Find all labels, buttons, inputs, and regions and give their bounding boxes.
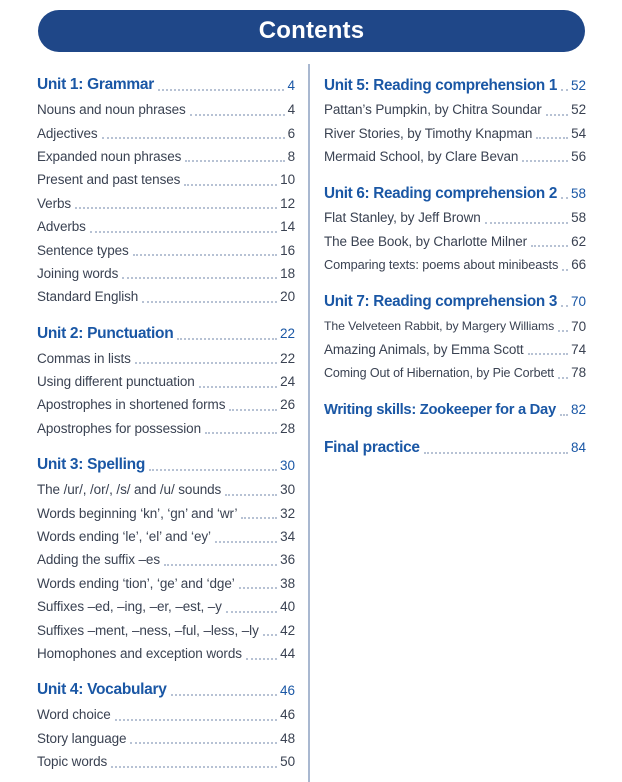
entry-label: Expanded noun phrases	[37, 148, 182, 164]
dot-leader	[558, 330, 568, 332]
page-number: 78	[571, 365, 586, 381]
page-number: 70	[571, 318, 586, 334]
toc-section-heading	[324, 180, 586, 206]
toc-entry	[37, 750, 295, 773]
page-number: 74	[571, 341, 586, 357]
page-number: 42	[280, 622, 295, 638]
toc-entry	[324, 338, 586, 361]
section-title: Unit 5: Reading comprehension 1	[324, 76, 558, 94]
entry-label: Story language	[37, 730, 127, 746]
toc-entry	[37, 262, 295, 285]
dot-leader	[561, 89, 568, 91]
toc-column-right	[324, 72, 586, 473]
entry-label: Apostrophes for possession	[37, 420, 201, 436]
entry-label: Coming Out of Hibernation, by Pie Corbett	[324, 365, 555, 380]
entry-label: The Bee Book, by Charlotte Milner	[324, 233, 528, 249]
dot-leader	[130, 742, 277, 744]
page-number: 38	[280, 575, 295, 591]
toc-section	[37, 321, 295, 441]
toc-section	[324, 397, 586, 423]
toc-entry	[37, 548, 295, 571]
page-number: 8	[287, 148, 295, 164]
page-number: 28	[280, 420, 295, 436]
page-number: 52	[570, 77, 586, 93]
dot-leader	[246, 658, 277, 660]
entry-label: River Stories, by Timothy Knapman	[324, 125, 533, 141]
dot-leader	[225, 494, 277, 496]
page-number: 52	[571, 102, 586, 118]
page-number: 34	[280, 529, 295, 545]
page-number: 54	[571, 125, 586, 141]
dot-leader	[184, 184, 277, 186]
page-number: 4	[287, 102, 295, 118]
toc-entry	[37, 618, 295, 641]
section-title: Unit 1: Grammar	[37, 76, 154, 93]
toc-section	[37, 72, 295, 309]
page-number: 82	[570, 402, 586, 418]
dot-leader	[177, 338, 277, 340]
dot-leader	[135, 362, 277, 364]
entry-label: The Velveteen Rabbit, by Margery Williams	[324, 319, 555, 334]
toc-entry	[324, 121, 586, 144]
toc-entry	[37, 572, 295, 595]
toc-entry	[37, 393, 295, 416]
toc-entry	[324, 206, 586, 229]
dot-leader	[171, 694, 277, 696]
toc-entry	[37, 285, 295, 308]
entry-label: Adverbs	[37, 219, 86, 235]
page-number: 22	[279, 326, 295, 342]
entry-label: Standard English	[37, 289, 139, 305]
dot-leader	[229, 409, 277, 411]
page-number: 26	[280, 397, 295, 413]
entry-label: Word choice	[37, 707, 111, 723]
toc-entry	[37, 370, 295, 393]
entry-label: Words beginning ‘kn’, ‘gn’ and ‘wr’	[37, 505, 238, 521]
dot-leader	[239, 587, 278, 589]
toc-entry	[37, 238, 295, 261]
toc-section-heading	[324, 397, 586, 423]
page-number: 16	[280, 242, 295, 258]
toc-section	[324, 72, 586, 168]
page-number: 84	[570, 440, 586, 456]
toc-entry	[37, 501, 295, 524]
toc-entry	[324, 230, 586, 253]
toc-entry	[324, 145, 586, 168]
section-title: Unit 7: Reading comprehension 3	[324, 292, 558, 310]
toc-section-heading	[37, 72, 295, 98]
section-title: Unit 2: Punctuation	[37, 324, 174, 342]
dot-leader	[485, 222, 569, 224]
entry-label: Homophones and exception words	[37, 646, 242, 661]
page-number: 30	[279, 457, 295, 473]
toc-entry	[324, 361, 586, 384]
section-title: Writing skills: Zookeeper for a Day	[324, 401, 556, 418]
page-number: 20	[280, 289, 295, 305]
page-number: 46	[280, 707, 295, 723]
toc-entry	[37, 145, 295, 168]
entry-label: Words ending ‘tion’, ‘ge’ and ‘dge’	[37, 575, 235, 591]
entry-label: Adding the suffix –es	[37, 552, 160, 568]
entry-label: Using different punctuation	[37, 374, 195, 390]
toc-section	[324, 180, 586, 276]
dot-leader	[536, 137, 568, 139]
page-number: 36	[280, 552, 295, 568]
dot-leader	[263, 634, 277, 636]
page-number: 56	[571, 148, 586, 164]
dot-leader	[111, 766, 277, 768]
toc-column-left	[37, 72, 295, 782]
page-number: 22	[280, 350, 295, 366]
page-title: Contents	[258, 17, 365, 44]
page-number: 46	[279, 682, 295, 698]
toc-section	[324, 435, 586, 461]
toc-section-heading	[324, 288, 586, 314]
dot-leader	[531, 245, 568, 247]
dot-leader	[158, 89, 285, 91]
entry-label: Amazing Animals, by Emma Scott	[324, 341, 524, 357]
dot-leader	[561, 197, 568, 199]
toc-entry	[37, 595, 295, 618]
column-divider	[308, 64, 310, 782]
dot-leader	[102, 137, 285, 139]
toc-section-heading	[37, 677, 295, 703]
dot-leader	[522, 160, 568, 162]
dot-leader	[546, 114, 569, 116]
toc-entry	[37, 478, 295, 501]
entry-label: Sentence types	[37, 242, 129, 258]
page-number: 58	[570, 185, 586, 201]
dot-leader	[115, 719, 277, 721]
page-number: 62	[571, 233, 586, 249]
toc-section-heading	[324, 72, 586, 98]
dot-leader	[142, 301, 277, 303]
entry-label: Pattan’s Pumpkin, by Chitra Soundar	[324, 102, 542, 118]
entry-label: Words ending ‘le’, ‘el’ and ‘ey’	[37, 529, 211, 545]
toc-entry	[37, 703, 295, 726]
entry-label: Adjectives	[37, 125, 98, 141]
toc-section-heading	[37, 321, 295, 347]
page-number: 12	[280, 195, 295, 211]
toc-section	[37, 452, 295, 665]
toc-section	[37, 677, 295, 773]
toc-entry	[37, 98, 295, 121]
entry-label: Apostrophes in shortened forms	[37, 397, 226, 413]
toc-entry	[37, 525, 295, 548]
dot-leader	[185, 160, 284, 162]
toc-entry	[324, 314, 586, 337]
section-title: Unit 4: Vocabulary	[37, 681, 167, 699]
dot-leader	[215, 541, 277, 543]
dot-leader	[199, 386, 278, 388]
page-number: 18	[280, 265, 295, 281]
dot-leader	[90, 231, 277, 233]
toc-entry	[37, 215, 295, 238]
toc-section	[324, 288, 586, 384]
dot-leader	[164, 564, 277, 566]
page-number: 48	[280, 730, 295, 746]
section-title: Unit 6: Reading comprehension 2	[324, 184, 558, 202]
dot-leader	[75, 207, 277, 209]
dot-leader	[528, 353, 569, 355]
dot-leader	[149, 469, 277, 471]
page-number: 10	[280, 172, 295, 188]
dot-leader	[560, 414, 568, 416]
entry-label: Joining words	[37, 265, 119, 281]
dot-leader	[226, 611, 277, 613]
dot-leader	[133, 254, 278, 256]
dot-leader	[241, 517, 277, 519]
entry-label: Suffixes –ed, –ing, –er, –est, –y	[37, 599, 222, 615]
page-number: 30	[280, 482, 295, 498]
entry-label: Commas in lists	[37, 350, 131, 366]
toc-entry	[37, 121, 295, 144]
toc-entry	[37, 417, 295, 440]
dot-leader	[561, 305, 568, 307]
page-number: 50	[280, 754, 295, 770]
toc-section-heading	[37, 452, 295, 478]
dot-leader	[558, 377, 568, 379]
page-header-banner	[38, 10, 585, 52]
page-number: 14	[280, 219, 295, 235]
section-title: Unit 3: Spelling	[37, 456, 146, 474]
entry-label: Present and past tenses	[37, 172, 181, 188]
page-number: 44	[280, 646, 295, 661]
entry-label: Mermaid School, by Clare Bevan	[324, 148, 519, 164]
toc-section-heading	[324, 435, 586, 461]
dot-leader	[205, 432, 277, 434]
entry-label: Comparing texts: poems about minibeasts	[324, 257, 559, 273]
toc-entry	[37, 727, 295, 750]
entry-label: Flat Stanley, by Jeff Brown	[324, 210, 481, 226]
dot-leader	[424, 452, 568, 454]
dot-leader	[190, 114, 285, 116]
toc-entry	[37, 347, 295, 370]
page-number: 32	[280, 505, 295, 521]
page-number: 4	[287, 77, 295, 93]
toc-entry	[37, 642, 295, 665]
toc-entry	[324, 253, 586, 276]
page-number: 40	[280, 599, 295, 615]
page-number: 58	[571, 210, 586, 226]
entry-label: The /ur/, /or/, /s/ and /u/ sounds	[37, 482, 222, 498]
dot-leader	[562, 269, 568, 271]
entry-label: Verbs	[37, 195, 72, 211]
page-number: 6	[287, 125, 295, 141]
page-number: 70	[570, 293, 586, 309]
entry-label: Topic words	[37, 754, 108, 770]
entry-label: Nouns and noun phrases	[37, 102, 186, 118]
dot-leader	[122, 277, 277, 279]
page-number: 66	[571, 257, 587, 273]
entry-label: Suffixes –ment, –ness, –ful, –less, –ly	[37, 622, 259, 638]
toc-entry	[324, 98, 586, 121]
section-title: Final practice	[324, 438, 420, 456]
toc-entry	[37, 192, 295, 215]
page-number: 24	[280, 374, 295, 390]
toc-entry	[37, 168, 295, 191]
